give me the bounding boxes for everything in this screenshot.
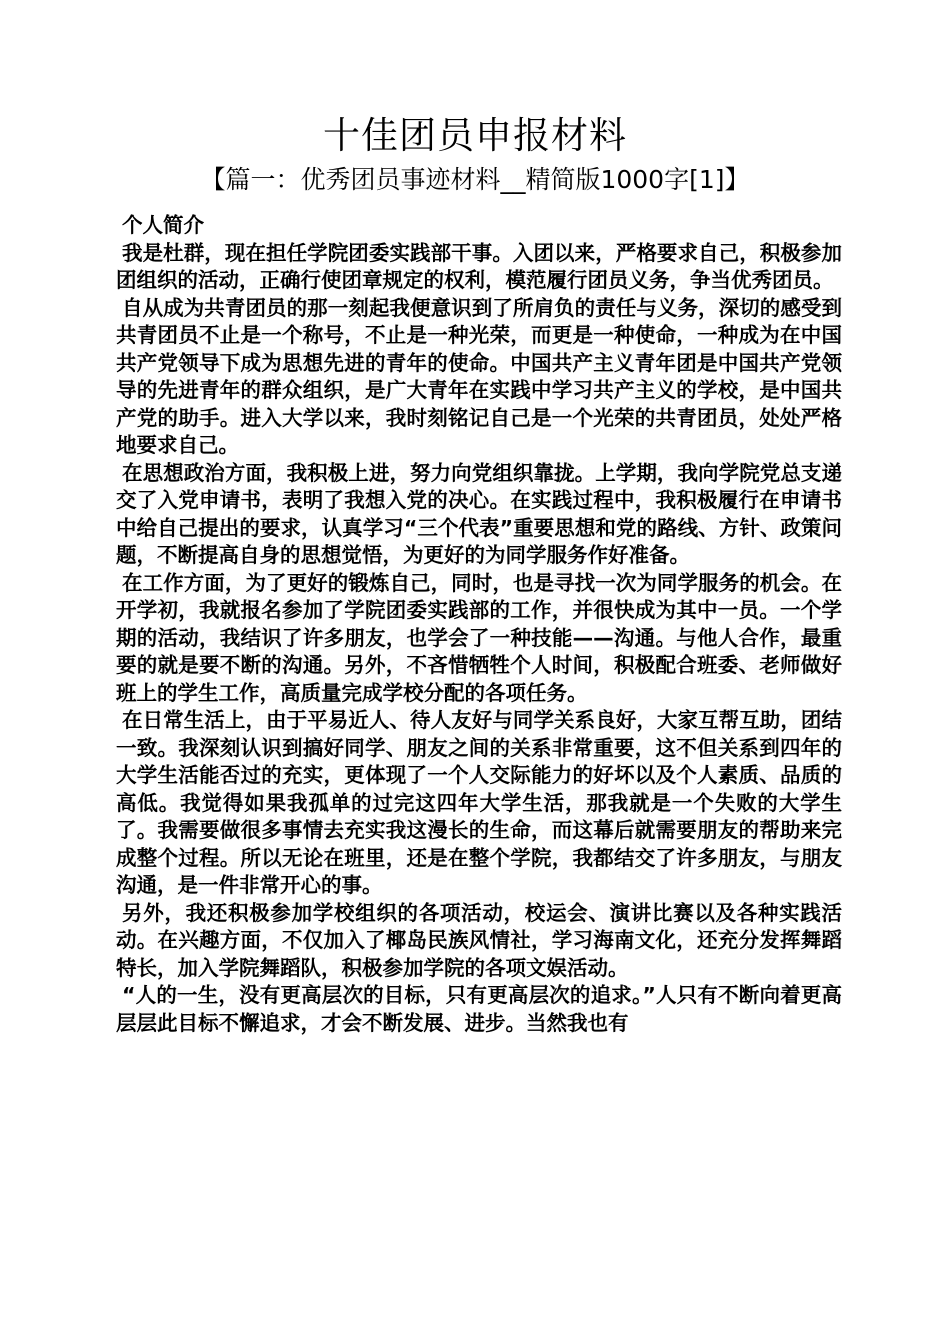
paragraph: 自从成为共青团员的那一刻起我便意识到了所肩负的责任与义务，深切的感受到共青团员不止是一个称号，不止是一种光荣，而更是一种使命，一种成为在中国共产党领导下成为思想先进的青年的使命。中国共产主义青年团是中国共产党领导的先进青年的群众组织，是广大青年在实践中学习共产主义的学校，是中国共产党的助手。进入大学以来，我时刻铭记自己是一个光荣的共青团员，处处严格地要求自己。 — [116, 295, 842, 457]
section-heading: 个人简介 — [122, 213, 204, 237]
document-body — [116, 212, 842, 1037]
document-subtitle: 【篇一：优秀团员事迹材料__精简版1000字[1]】 — [200, 165, 750, 194]
paragraph: 在工作方面，为了更好的锻炼自己，同时，也是寻找一次为同学服务的机会。在开学初，我就报名参加了学院团委实践部的工作，并很快成为其中一员。一个学期的活动，我结识了许多朋友，也学会了一种技能——沟通。与他人合作，最重要的就是要不断的沟通。另外，不吝惜牺牲个人时间，积极配合班委、老师做好班上的学生工作，高质量完成学校分配的各项任务。 — [116, 570, 842, 705]
paragraph: 另外，我还积极参加学校组织的各项活动，校运会、演讲比赛以及各种实践活动。在兴趣方面，不仅加入了椰岛民族风情社，学习海南文化，还充分发挥舞蹈特长，加入学院舞蹈队，积极参加学院的各项文娱活动。 — [116, 900, 842, 980]
paragraph: 在日常生活上，由于平易近人、待人友好与同学关系良好，大家互帮互助，团结一致。我深刻认识到搞好同学、朋友之间的关系非常重要，这不但关系到四年的大学生活能否过的充实，更体现了一个人交际能力的好坏以及个人素质、品质的高低。我觉得如果我孤单的过完这四年大学生活，那我就是一个失败的大学生了。我需要做很多事情去充实我这漫长的生命，而这幕后就需要朋友的帮助来完成整个过程。所以无论在班里，还是在整个学院，我都结交了许多朋友，与朋友沟通，是一件非常开心的事。 — [116, 708, 842, 897]
paragraph: “人的一生，没有更高层次的目标，只有更高层次的追求。”人只有不断向着更高层层此目标不懈追求，才会不断发展、进步。当然我也有 — [116, 983, 842, 1035]
document-title: 十佳团员申报材料 — [323, 114, 627, 157]
paragraph: 在思想政治方面，我积极上进，努力向党组织靠拢。上学期，我向学院党总支递交了入党申请书，表明了我想入党的决心。在实践过程中，我积极履行在申请书中给自己提出的要求，认真学习“三个代表”重要思想和党的路线、方针、政策问题，不断提高自身的思想觉悟，为更好的为同学服务作好准备。 — [116, 460, 842, 567]
paragraph: 我是杜群，现在担任学院团委实践部干事。入团以来，严格要求自己，积极参加团组织的活动，正确行使团章规定的权利，模范履行团员义务，争当优秀团员。 — [116, 240, 842, 292]
